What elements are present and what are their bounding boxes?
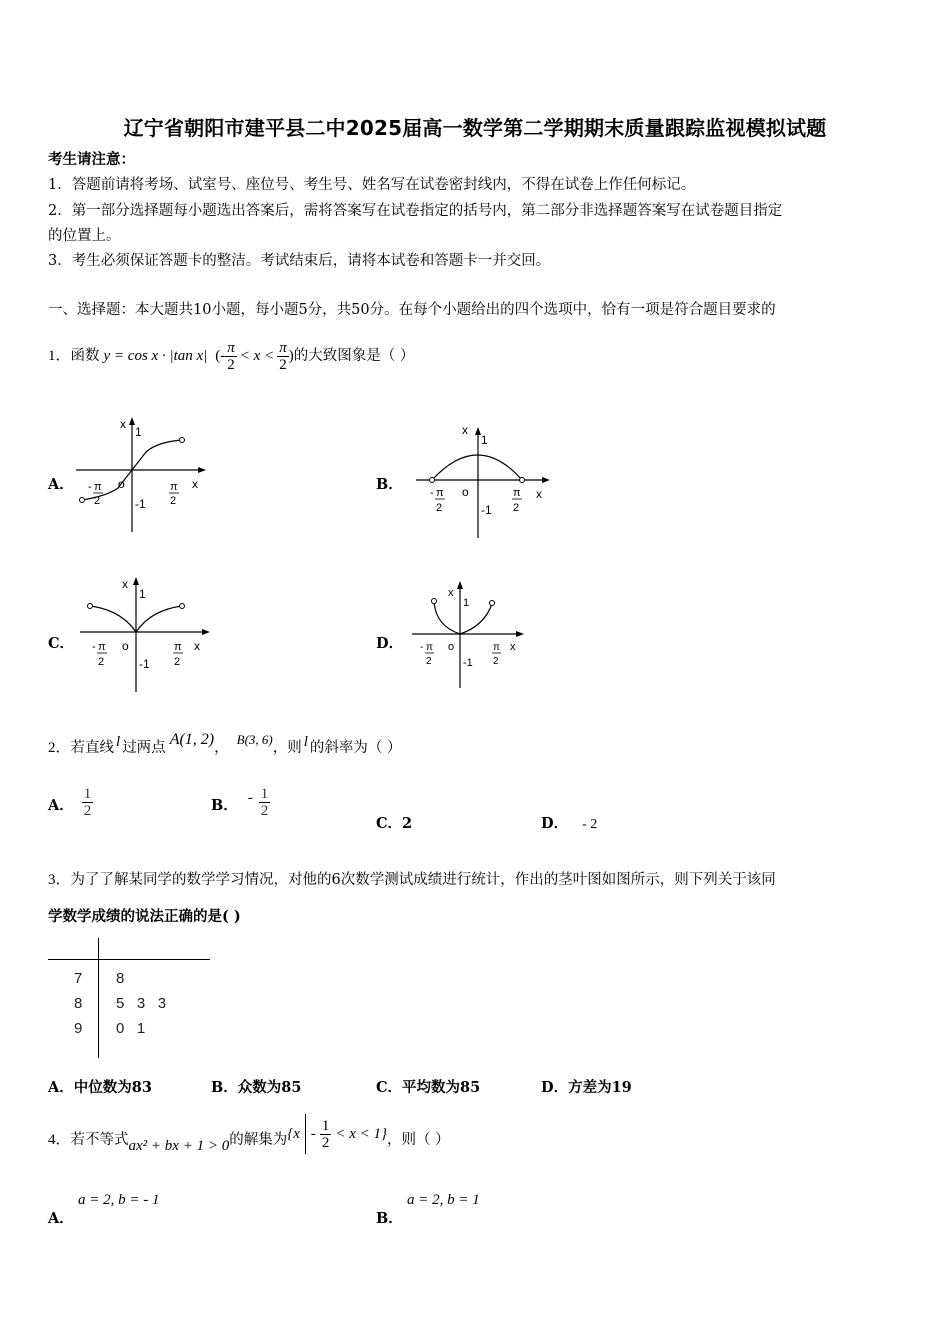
y-axis-arrow <box>133 577 139 585</box>
graph-option-b <box>412 420 560 542</box>
question-2 <box>48 728 402 768</box>
two-neg: 2 <box>426 656 432 667</box>
q4-solution-set: {x - $\frac{1}{2}$ < x < 1} <box>287 1114 387 1154</box>
q2-option-a[interactable] <box>48 786 93 819</box>
section-heading: 一、选择题：本大题共10小题，每小题5分，共50分。在每个小题给出的四个选项中，恰有一项是符合题目要求的 <box>48 302 776 318</box>
graph-option-c <box>76 572 216 696</box>
q4-option-b-value: a = 2, b = 1 <box>407 1192 480 1208</box>
q2-point-b: B(3, 6) <box>236 732 273 747</box>
leaf-values: 5 3 3 <box>116 995 167 1012</box>
q1-cond-close: ) <box>288 348 294 364</box>
stem-divider <box>98 938 99 1058</box>
notice-item-2-cont: 的位置上。 <box>48 228 121 244</box>
q2-option-a-value: $\frac{1}{2}$ <box>83 786 92 819</box>
q4-prefix: 若不等式 <box>70 1132 129 1148</box>
q3-option-a[interactable]: A．中位数为83 <box>48 1079 152 1096</box>
q2-line-l: l <box>303 734 308 750</box>
q2-option-a-label: A． <box>48 797 74 814</box>
y-neg-one: -1 <box>135 497 146 511</box>
pi-pos: π <box>170 481 178 493</box>
open-endpoint <box>180 438 185 443</box>
q2-line-l: l <box>116 734 121 750</box>
notice-item-2: 2．第一部分选择题每小题选出答案后，需将答案写在试卷指定的括号内，第二部分非选择题答案写在试卷题目指定 <box>48 203 783 219</box>
y-neg-one: -1 <box>463 657 473 669</box>
open-endpoint <box>88 604 93 609</box>
q4-number: 4． <box>48 1132 71 1148</box>
pi-pos: π <box>513 487 521 499</box>
open-endpoint <box>80 498 85 503</box>
q1-option-d-label[interactable]: D． <box>376 635 404 652</box>
q1-formula: y = cos x · |tan x| <box>103 348 208 364</box>
q1-frac-right: $\frac{\pi}{2}$ <box>279 339 287 373</box>
y-neg-one: -1 <box>139 657 150 671</box>
x-label: x <box>194 639 200 653</box>
x-axis-arrow <box>202 629 210 635</box>
x-axis-arrow <box>198 467 206 473</box>
stem-value: 9 <box>74 1020 83 1037</box>
y-one: 1 <box>481 433 488 447</box>
open-endpoint <box>520 478 525 483</box>
q2-option-c[interactable]: C．2 <box>376 815 413 832</box>
x-label: x <box>510 641 516 653</box>
q1-prefix: 函数 <box>70 348 100 364</box>
q1-cond-mid: < x < <box>239 348 275 364</box>
origin: o <box>462 485 469 499</box>
q2-suffix: 的斜率为（ ） <box>309 740 402 756</box>
q1-frac-left: $\frac{\pi}{2}$ <box>227 339 235 373</box>
question-4 <box>48 1118 450 1162</box>
q4-option-a-value: a = 2, b = - 1 <box>78 1192 160 1208</box>
curve <box>90 606 136 632</box>
pi-neg: π <box>94 481 102 493</box>
x-axis-arrow <box>542 477 550 483</box>
origin: o <box>118 477 125 491</box>
y-axis-arrow <box>129 417 135 425</box>
x-label: x <box>122 577 128 591</box>
x-label: x <box>462 423 468 437</box>
q1-option-a-label[interactable]: A． <box>48 476 74 493</box>
y-neg-one: -1 <box>481 503 492 517</box>
two-pos: 2 <box>174 656 181 668</box>
pi-pos: π <box>174 641 182 653</box>
y-one: 1 <box>135 425 142 439</box>
x-axis-arrow <box>516 631 524 637</box>
header-rule <box>48 959 210 960</box>
graph-option-d <box>408 576 534 692</box>
open-endpoint <box>180 604 185 609</box>
stem-value: 8 <box>74 995 83 1012</box>
y-one: 1 <box>139 587 146 601</box>
page-title: 辽宁省朝阳市建平县二中2025届高一数学第二学期期末质量跟踪监视模拟试题 <box>123 116 827 140</box>
origin: o <box>448 641 455 653</box>
q3-number: 3． <box>48 872 71 888</box>
pi-pos: π <box>493 642 500 653</box>
q4-option-b-label[interactable]: B． <box>376 1210 403 1227</box>
leaf-values: 8 <box>116 970 125 987</box>
open-endpoint <box>490 601 495 606</box>
open-endpoint <box>432 599 437 604</box>
question-3 <box>48 870 776 890</box>
pi-neg: π <box>98 641 106 653</box>
leaf-values: 0 1 <box>116 1020 146 1037</box>
curve <box>136 606 182 632</box>
neg-sign: - <box>92 641 96 653</box>
y-axis-arrow <box>457 581 463 589</box>
stem-value: 7 <box>74 970 83 987</box>
notice-item-1: 1．答题前请将考场、试室号、座位号、考生号、姓名写在试卷密封线内，不得在试卷上作任何标记。 <box>48 177 696 193</box>
q2-point-a: A(1, 2) <box>169 731 215 748</box>
two-pos: 2 <box>170 495 177 507</box>
q4-option-a-label[interactable]: A． <box>48 1210 74 1227</box>
q2-option-d-value: - 2 <box>582 816 598 832</box>
q2-comma: ， <box>214 740 229 756</box>
q3-option-d[interactable]: D．方差为19 <box>541 1079 632 1096</box>
pi-neg: π <box>436 487 444 499</box>
two-neg: 2 <box>94 495 101 507</box>
notice-item-3: 3．考生必须保证答题卡的整洁。考试结束后，请将本试卷和答题卡一并交回。 <box>48 253 551 269</box>
neg-sign: - <box>88 481 92 493</box>
open-endpoint <box>430 478 435 483</box>
q3-option-c[interactable]: C．平均数为85 <box>376 1079 481 1096</box>
q2-then: ，则 <box>272 740 302 756</box>
curve <box>434 602 460 634</box>
x-label: x <box>448 587 454 599</box>
q2-option-b-value: $\frac{1}{2}$ <box>260 786 269 819</box>
notice-heading: 考生请注意： <box>48 151 135 168</box>
q2-mid: 过两点 <box>122 740 166 756</box>
x-label: x <box>536 487 542 501</box>
q1-cond-open: (- <box>215 348 226 364</box>
q2-option-b[interactable] <box>211 786 270 819</box>
q1-option-c-label[interactable]: C． <box>48 635 75 652</box>
neg-sign: - <box>420 642 424 653</box>
q2-option-b-label: B． <box>211 797 238 814</box>
x-label: x <box>120 417 126 431</box>
two-neg: 2 <box>98 656 105 668</box>
two-pos: 2 <box>493 656 499 667</box>
two-neg: 2 <box>436 502 443 514</box>
question-1 <box>48 338 414 374</box>
two-pos: 2 <box>513 502 520 514</box>
q2-option-d-label: D． <box>541 815 569 832</box>
q2-option-d[interactable] <box>541 812 597 833</box>
q2-number: 2． <box>48 740 71 756</box>
q2-prefix: 若直线 <box>70 740 115 756</box>
q1-suffix: 的大致图象是（ ） <box>293 348 415 364</box>
curve <box>432 455 522 480</box>
q4-mid: 的解集为 <box>229 1132 288 1148</box>
x-label: x <box>192 477 198 491</box>
q3-option-b[interactable]: B．众数为85 <box>211 1079 302 1096</box>
q4-suffix: ，则（ ） <box>387 1132 450 1148</box>
q1-option-b-label[interactable]: B． <box>376 476 403 493</box>
q4-inequality: ax² + bx + 1 > 0 <box>128 1138 230 1154</box>
neg-sign: - <box>430 487 434 499</box>
origin: o <box>122 639 129 653</box>
q3-text-line-1: 为了了解某同学的数学学习情况，对他的6次数学测试成绩进行统计，作出的茎叶图如图所示，则下列关于该同 <box>70 872 776 888</box>
pi-neg: π <box>426 642 433 653</box>
q1-number: 1． <box>48 348 71 364</box>
y-one: 1 <box>463 597 470 609</box>
q2-option-b-minus: - <box>247 790 253 806</box>
graph-option-a <box>72 412 212 536</box>
q3-text-line-2: 学数学成绩的说法正确的是( ) <box>48 908 241 925</box>
stem-leaf-plot <box>48 938 212 1060</box>
